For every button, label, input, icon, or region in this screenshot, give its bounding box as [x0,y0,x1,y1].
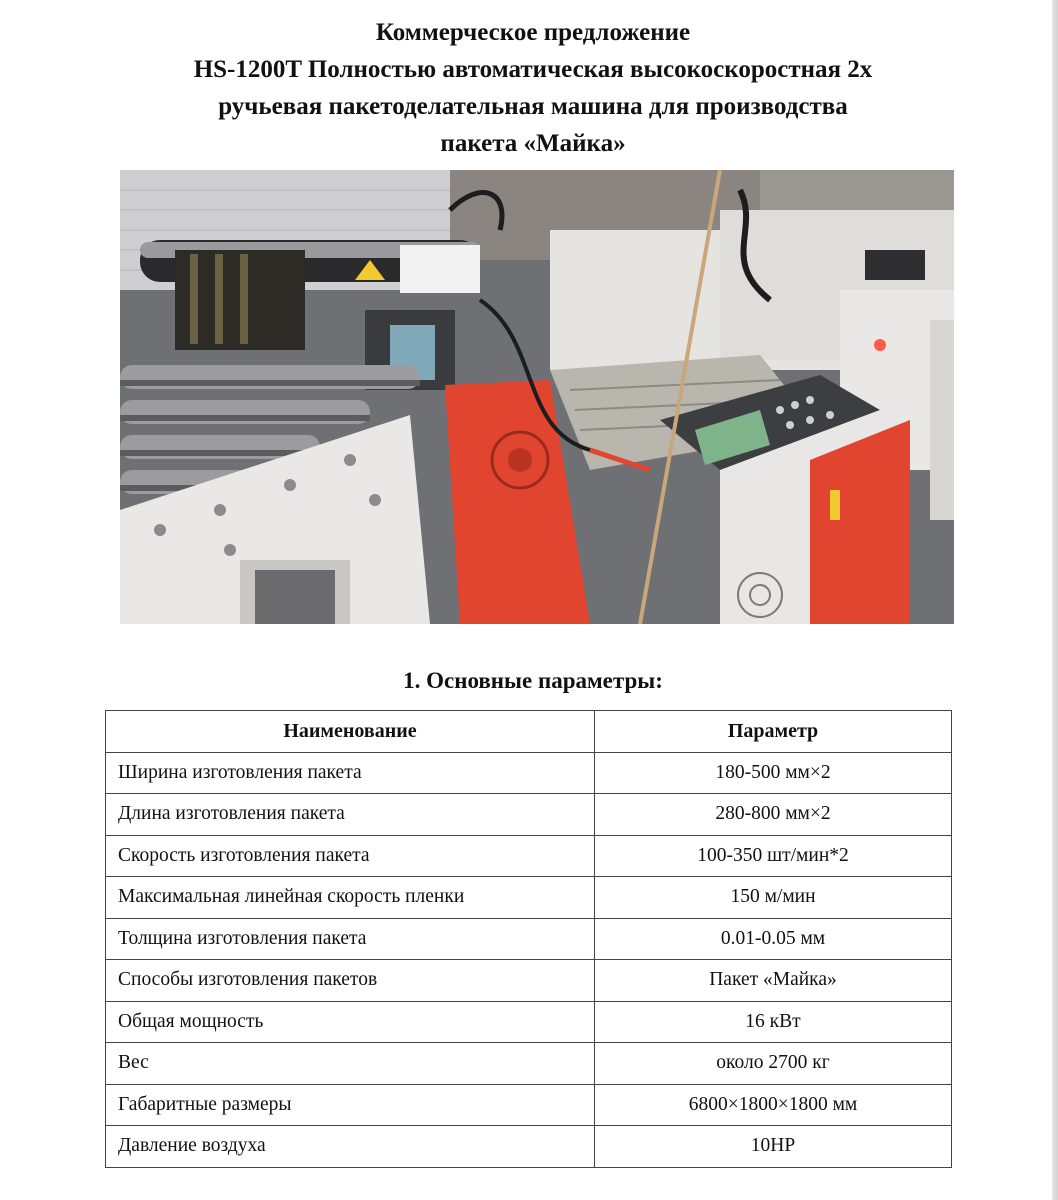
table-row [106,1084,952,1126]
param-value: Пакет «Майка» [595,960,952,1002]
param-name: Вес [106,1043,595,1085]
table-header-row [106,711,952,753]
param-value: 100-350 шт/мин*2 [595,835,952,877]
param-name: Ширина изготовления пакета [106,752,595,794]
param-name: Скорость изготовления пакета [106,835,595,877]
title-line-3: ручьевая пакетоделательная машина для производства [218,93,848,120]
table-row [106,1001,952,1043]
header-value: Параметр [595,711,952,753]
param-name: Толщина изготовления пакета [106,918,595,960]
page-edge-shadow [1052,0,1058,1200]
table-row [106,1043,952,1085]
table-row [106,918,952,960]
table-row [106,752,952,794]
table-row [106,1126,952,1168]
param-value: около 2700 кг [595,1043,952,1085]
param-name: Длина изготовления пакета [106,794,595,836]
param-value: 6800×1800×1800 мм [595,1084,952,1126]
param-value: 150 м/мин [595,877,952,919]
table-row [106,835,952,877]
title-line-4: пакета «Майка» [440,130,626,157]
machine-photo [120,170,954,624]
param-name: Максимальная линейная скорость пленки [106,877,595,919]
table-row [106,794,952,836]
param-name: Способы изготовления пакетов [106,960,595,1002]
param-value: 16 кВт [595,1001,952,1043]
header-name: Наименование [106,711,595,753]
parameters-table [105,710,952,1168]
param-value: 10HP [595,1126,952,1168]
param-name: Габаритные размеры [106,1084,595,1126]
param-name: Давление воздуха [106,1126,595,1168]
title-line-2: HS-1200T Полностью автоматическая высокоскоростная 2х [193,56,873,83]
param-value: 280-800 мм×2 [595,794,952,836]
document-title [80,14,986,162]
param-name: Общая мощность [106,1001,595,1043]
param-value: 180-500 мм×2 [595,752,952,794]
title-line-1: Коммерческое предложение [375,19,691,46]
param-value: 0.01-0.05 мм [595,918,952,960]
section-heading-parameters: 1. Основные параметры: [403,668,663,693]
table-row [106,877,952,919]
table-row [106,960,952,1002]
